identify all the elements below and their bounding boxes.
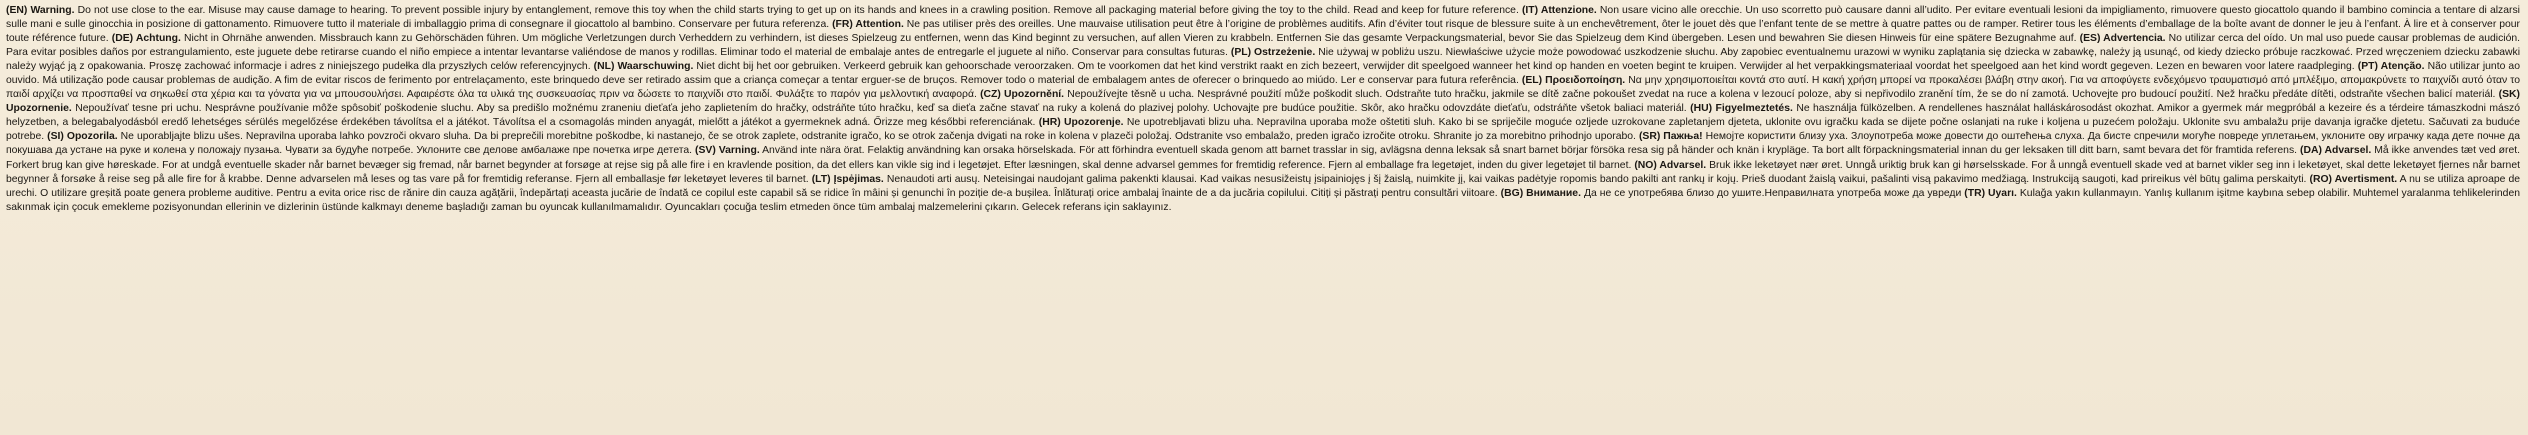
warning-body: Να μην χρησιμοποιείται κοντά στο αυτί. Η κακή χρήση μπορεί να προκαλέσει βλάβη στην ακοή. Για να αποφύγετε ενδεχόμενο τραυματισμό από μπλέξιμο, απομακρύνετε το παιχνίδι αυτό όταν το παιδί αρχίζει να προσπαθεί να σηκωθεί στα χέρια και τα γόνατα για να μπουσουλήσει. Αφαιρέστε όλα τα υλικά της συσκευασίας πριν να δώσετε το παιχνίδι στο παιδί. Φυλάξτε το παρόν για μελλοντική αναφορά. bbox=[6, 75, 2521, 101]
warning-heading: (SV) Varning. bbox=[695, 145, 760, 157]
warning-body: Nepoužívať tesne pri uchu. Nesprávne používanie môže spôsobiť poškodenie sluchu. Aby sa predišlo možnému zraneniu dieťaťa jeho zaplietením do hračky, odstráňte túto hračku, keď sa dieťa začne stavať na ruky a kolená do plazivej polohy. Uchovajte pre budúce použitie. Skôr, ako hračku odovzdáte dieťaťu, odstráňte všetok baliaci materiál. bbox=[75, 103, 1687, 115]
warning-heading: (SK) Upozornenie. bbox=[6, 89, 2520, 115]
warning-heading: (DA) Advarsel. bbox=[2299, 145, 2372, 157]
warning-body: Nie używaj w pobliżu uszu. Niewłaściwe użycie może powodować uszkodzenie słuchu. Aby zapobiec eventualnemu urazowi w wyniku zaplątania się dziecka w zabawkę, należy ją usunąć, od kiedy dziecko próbuje raczkować. Przed wręczeniem dziecku zabawki należy wyjąć ją z opakowania. Proszę zachować informacje i adres z niniejszego pudełka dla przyszłych celów referencyjnych. bbox=[6, 47, 2521, 73]
multilingual-warning-text bbox=[6, 4, 2520, 215]
warning-body: Немојте користити близу уха. Злоупотреба може довести до оштећења слуха. Да бисте спречили могуће повреде уплетањем, уклоните ову играчку када дете почне да покушава да устане на руке и колена у положају пузања. Чувати за будуће потребе. Уклоните све делове амбалаже пре почетка игре детета. bbox=[6, 131, 2521, 157]
warning-body: Да не се употребява близо до ушите.Неправилната употреба може да увреди bbox=[1583, 187, 1962, 199]
warning-body: Ne használja fülközelben. A rendellenes használat halláskárosodást okozhat. Amikor a gyermek már megpróbál a kezeire és a térdeire támaszkodni mászó helyzetben, a belegabalyodásból eredő lehetséges sérülés megelőzése érdekében távolítsa el a játékot. Távolítsa el a csomagolás minden anyagát, mielőtt a játékot a gyermeknek adná. Őrizze meg későbbi referenciának. bbox=[6, 103, 2520, 129]
warning-body: A nu se utiliza aproape de urechi. O utilizare greșită poate genera probleme auditive. Pentru a evita orice risc de rănire din cauza agățării, îndepărtați aceasta jucărie de îndată ce copilul este capabil să se ridice în mâini și genunchi în poziție de-a bușilea. Înlăturați orice ambalaj înainte de a da jucăria copilului. Citiți și păstrați pentru consultări viitoare. bbox=[6, 173, 2520, 199]
warning-heading: (FR) Attention. bbox=[832, 19, 904, 31]
warning-heading: (CZ) Upozornění. bbox=[980, 89, 1065, 101]
warning-body: Ne pas utiliser près des oreilles. Une mauvaise utilisation peut être à l’origine de problèmes auditifs. Afin d’éviter tout risque de blessure suite à un enchevêtrement, ôter le jouet dès que l’enfant tente de se mettre à quatre pattes ou de ramper. Retirer tous les éléments d’emballage de la boîte avant de donner le jeu à l’enfant. À lire et à conserver pour toute référence future. bbox=[6, 19, 2521, 45]
warning-body: Nenaudoti arti ausų. Neteisingai naudojant galima pakenkti klausai. Kad vaikas nesusižeistų įsipainiojęs į šį žaislą, nuimkite jį, kai vaikas padėtyje ropomis bando pakilti ant rankų ir kojų. Prieš duodant žaislą vaikui, pašalinti visą pakavimo medžiagą. Instrukciją saugoti, kad prireikus vėl būtų galima perskaityti. bbox=[886, 173, 2307, 185]
warning-heading: (LT) Įspėjimas. bbox=[811, 173, 884, 185]
warning-heading: (NO) Advarsel. bbox=[1634, 159, 1707, 171]
warning-heading: (RO) Avertisment. bbox=[2309, 173, 2398, 185]
warning-body: Não utilizar junto ao ouvido. Má utilização pode causar problemas de audição. A fim de evitar riscos de ferimento por entrelaçamento, este brinquedo deve ser retirado assim que a criança começar a tentar erguer-se de bruços. Remover todo o material de embalagem antes de oferecer o brinquedo ao miúdo. Ler e conservar para futura referência. bbox=[6, 61, 2520, 87]
warning-heading: (PT) Atenção. bbox=[2357, 61, 2425, 73]
warning-body: Non usare vicino alle orecchie. Un uso scorretto può causare danni all’udito. Per evitare eventuali lesioni da impigliamento, rimuovere questo giocattolo quando il bambino comincia a tentare di alzarsi sulle mani e sulle ginocchia in posizione di gattonamento. Rimuovere tutto il materiale di imballaggio prima di consegnare il giocattolo al bambino. Conservare per futura referenza. bbox=[6, 5, 2520, 31]
warning-heading: (SR) Пажња! bbox=[1638, 131, 1703, 143]
warning-body: Använd inte nära örat. Felaktig användning kan orsaka hörselskada. För att förhindra eventuell skada genom att barnet trasslar in sig, avlägsna denna leksak så snart barnet börjar försöka resa sig på händer och knän i krypläge. Ta bort allt förpackningsmaterial innan du ger leksaken till ditt barn, samt bevara det för framtida referens. bbox=[762, 145, 2298, 157]
warning-body: Kulağa yakın kullanmayın. Yanlış kullanım işitme kaybına sebep olabilir. Muhtemel yaralanma tehlikelerinden sakınmak için çocuk emekleme pozisyonundan ellerinin ve dizlerinin üstünde kalkmayı deneme başladığı zaman bu oyuncak kullanılmamalıdır. Oyuncakları çocuğa teslim etmeden önce tüm ambalaj malzemelerini çıkarın. Gelecek referans için saklayınız. bbox=[6, 187, 2521, 213]
warning-body: Nepoužívejte těsně u ucha. Nesprávné použití může poškodit sluch. Odstraňte tuto hračku, jakmile se dítě začne pokoušet zvedat na ruce a kolena v lezoucí poloze, aby si nepřivodilo zranění tím, že se do ní zamotá. Uchovejte pro budoucí použití. Než hračku předáte dítěti, odstraňte všechen balicí materiál. bbox=[1067, 89, 2496, 101]
warning-heading: (EL) Προειδοποίηση. bbox=[1521, 75, 1626, 87]
warning-body: Må ikke anvendes tæt ved øret. Forkert brug kan give høreskade. For at undgå eventuelle skader når barnet bevæger sig fremad, når barnet begynder at forsøge at rejse sig på alle fire i en kravlende position, da det ellers kan vikle sig ind i legetøjet. Efter læsningen, skal denne advarsel gemmes for fremtidig reference. Fjern al emballage fra legetøjet, inden du giver legetøjet til barnet. bbox=[6, 145, 2521, 171]
warning-heading: (SI) Opozorila. bbox=[47, 131, 118, 143]
warning-heading: (TR) Uyarı. bbox=[1964, 187, 2017, 199]
warning-heading: (PL) Ostrzeżenie. bbox=[1230, 47, 1316, 59]
warning-body: Ne uporabljajte blizu ušes. Nepravilna uporaba lahko povzroči okvaro sluha. Da bi preprečili morebitne poškodbe, ki nastanejo, če se otrok zaplete, odstranite igračo, ko se otrok začenja dvigati na roke in kolena v plazeči položaj. Odstranite vso embalažo, preden igračo izročite otroku. Shranite jo za morebitno prihodnjo uporabo. bbox=[120, 131, 1636, 143]
warning-heading: (HU) Figyelmeztetés. bbox=[1690, 103, 1793, 115]
warning-body: Niet dicht bij het oor gebruiken. Verkeerd gebruik kan gehoorschade veroorzaken. Om te voorkomen dat het kind verstrikt raakt en zich bezeert, verwijder dit speelgoed wanneer het kind op handen en voeten begint te kruipen. Verwijder al het verpakkingsmateriaal voordat het speelgoed aan het kind wordt gegeven. Lezen en bewaren voor latere raadpleging. bbox=[696, 61, 2355, 73]
warning-heading: (IT) Attenzione. bbox=[1521, 5, 1597, 16]
warning-heading: (ES) Advertencia. bbox=[2079, 33, 2166, 45]
warning-body: No utilizar cerca del oído. Un mal uso puede causar problemas de audición. Para evitar posibles daños por estrangulamiento, este juguete debe retirarse cuando el niño empiece a intentar levantarse valiéndose de manos y rodillas. Eliminar todo el material de embalaje antes de entregarle el juguete al niño. Conservar para consultas futuras. bbox=[6, 33, 2521, 59]
warning-body: Do not use close to the ear. Misuse may cause damage to hearing. To prevent possible injury by entanglement, remove this toy when the child starts trying to get up on its hands and knees in a crawling position. Remove all packaging material before giving the toy to the child. Read and keep for future reference. bbox=[77, 5, 1519, 16]
warning-heading: (BG) Внимание. bbox=[1500, 187, 1581, 199]
warning-heading: (NL) Waarschuwing. bbox=[593, 61, 694, 73]
warning-heading: (HR) Upozorenje. bbox=[1038, 117, 1124, 129]
warning-body: Nicht in Ohrnähe anwenden. Missbrauch kann zu Gehörschäden führen. Um mögliche Verletzungen durch Verheddern zu verhindern, ist dieses Spielzeug zu entfernen, wenn das Kind beginnt zu versuchen, auf allen Vieren zu krabbeln. Entfernen Sie das gesamte Verpackungsmaterial, bevor Sie das Spielzeug dem Kind übergeben. Lesen und bewahren Sie diesen Hinweis für eine spätere Bezugnahme auf. bbox=[183, 33, 2077, 45]
warning-body: Bruk ikke leketøyet nær øret. Unngå uriktig bruk kan gi hørselsskade. For å unngå eventuell skade ved at barnet vikler seg inn i leketøyet, skal dette leketøyet fjernes når barnet begynner å forsøke å reise seg på alle fire for å krabbe. Denne advarselen må leses og tas vare på for fremtidig referanse. Fjern all emballasje før leketøyet leveres til barnet. bbox=[6, 159, 2521, 185]
warning-heading: (DE) Achtung. bbox=[111, 33, 181, 45]
warning-body: Ne upotrebljavati blizu uha. Nepravilna uporaba može oštetiti sluh. Kako bi se spriječile moguće ozljede uzrokovane zapletanjem djeteta, uklonite ovu igračku kada se dijete počne oslanjati na ruke i koljena u puzećem položaju. Uklonite svu ambalažu prije davanja igračke djetetu. Sačuvati za buduće potrebe. bbox=[6, 117, 2520, 143]
warning-heading: (EN) Warning. bbox=[6, 5, 75, 16]
